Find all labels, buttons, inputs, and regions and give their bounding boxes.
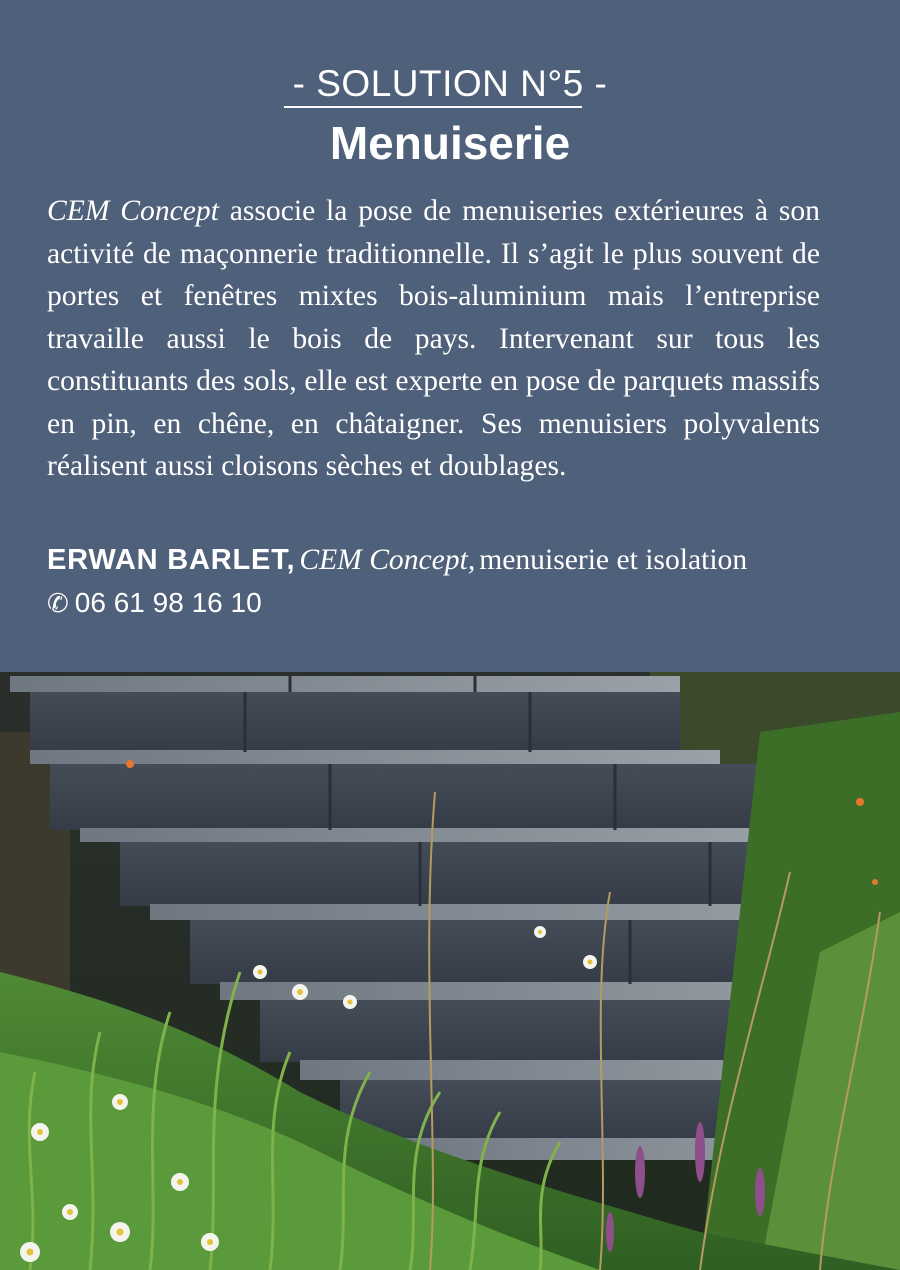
contact-phone <box>47 584 262 623</box>
solution-kicker: - SOLUTION N°5 - <box>292 63 608 104</box>
contact-role: menuiserie et isolation <box>479 544 748 576</box>
contact-company: CEM Concept, <box>299 544 476 576</box>
staircase-photo <box>0 672 900 1270</box>
kicker-underline <box>284 106 582 108</box>
article-text: associe la pose de menuiseries extérieures à son activité de maçonnerie traditionnelle. Il s’agit le plus souvent de portes et fenêtres mixtes bois-aluminium mais l’entreprise travaille aussi le bois de pays. Intervenant sur tous les constituants des sols, elle est experte en pose de parquets massifs en pin, en chêne, en châtaigner. Ses menuisiers polyvalents réalisent aussi cloisons sèches et doublages. <box>47 195 820 482</box>
contact-name: ERWAN BARLET, <box>47 544 296 576</box>
contact-credit <box>47 538 847 587</box>
phone-icon: ✆ <box>47 589 69 619</box>
article-body <box>47 190 820 488</box>
phone-number: 06 61 98 16 10 <box>74 587 262 618</box>
page-title: Menuiserie <box>329 117 571 169</box>
article-brand: CEM Concept <box>47 195 219 227</box>
